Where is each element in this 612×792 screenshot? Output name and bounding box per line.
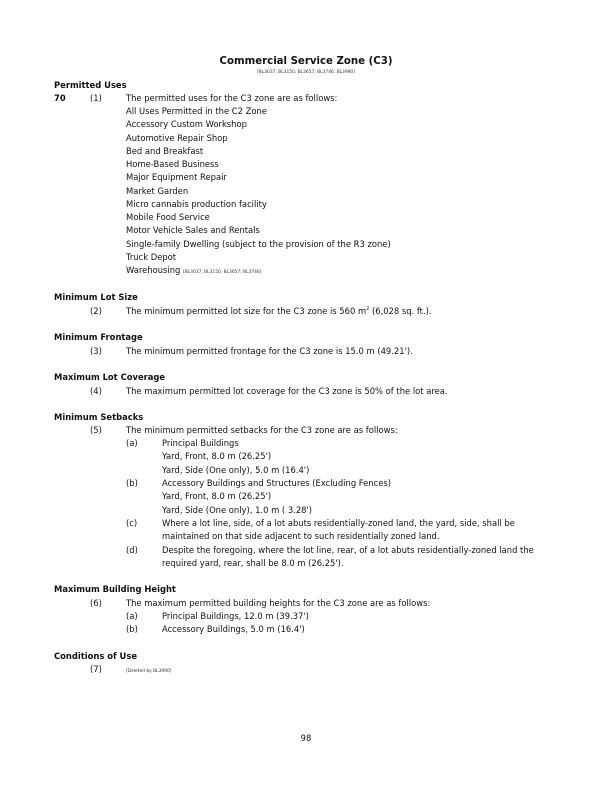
list-item: All Uses Permitted in the C2 Zone [126,106,267,116]
sub-clause-text: required yard, rear, shall be 8.0 m (26.25'). [162,558,344,568]
sub-clause-text: Despite the foregoing, where the lot line, rear, of a lot abuts residentially-zoned land the [162,545,534,555]
list-item-text: Warehousing [126,265,181,275]
list-item: Truck Depot [126,252,177,262]
min-lot-size-heading: Minimum Lot Size [54,292,138,302]
section-number: 70 [54,93,66,103]
min-setbacks-heading: Minimum Setbacks [54,412,144,422]
page-title: Commercial Service Zone (C3) [219,56,393,67]
title-amendments: [BL3037, BL3150, BL3657; BL3746, BL3990] [257,70,355,75]
list-item: Major Equipment Repair [126,172,227,182]
clause-number: (5) [90,425,102,435]
list-item: Market Garden [126,186,189,196]
list-item: Automotive Repair Shop [126,133,228,143]
superscript: 2 [366,306,370,313]
sub-clause-label: (a) [126,611,138,621]
permitted-uses-heading: Permitted Uses [54,80,127,90]
deleted-note: [Deleted by BL3990] [126,669,172,674]
sub-clause-label: (b) [126,478,138,488]
clause-text: The permitted uses for the C3 zone are as follows: [126,93,338,103]
page-number: 98 [300,733,312,743]
clause-number: (7) [90,664,102,674]
max-height-heading: Maximum Building Height [54,584,176,594]
sub-clause-text: Accessory Buildings, 5.0 m (16.4') [162,624,305,634]
clause-text: The maximum permitted lot coverage for the C3 zone is 50% of the lot area. [126,386,448,396]
sub-clause-label: (c) [126,518,138,528]
sub-clause-text: Principal Buildings [162,438,239,448]
amendment-note: [BL3037, BL3150, BL3657; BL3746] [183,270,262,275]
amendment-note [126,664,171,677]
list-item: Motor Vehicle Sales and Rentals [126,225,260,235]
sub-clause-text: Accessory Buildings and Structures (Excluding Fences) [162,478,392,488]
list-item: Accessory Custom Workshop [126,119,247,129]
sub-clause-label: (b) [126,624,138,634]
list-item [126,265,261,278]
clause-text [126,306,432,317]
sub-clause-text: Where a lot line, side, of a lot abuts residentially-zoned land, the yard, side, shall be [162,518,515,528]
clause-number: (4) [90,386,102,396]
list-item: Home-Based Business [126,159,219,169]
clause-text-rest: (6,028 sq. ft.). [369,306,432,316]
sub-clause-text: Principal Buildings, 12.0 m (39.37') [162,611,309,621]
list-item: Bed and Breakfast [126,146,204,156]
sub-clause-text: Yard, Front, 8.0 m (26.25') [162,451,272,461]
list-item: Single-family Dwelling (subject to the provision of the R3 zone) [126,239,391,249]
clause-text: The minimum permitted setbacks for the C3 zone are as follows: [126,425,398,435]
sub-clause-label: (a) [126,438,138,448]
clause-text: The maximum permitted building heights for the C3 zone are as follows: [126,598,431,608]
list-item: Mobile Food Service [126,212,210,222]
conditions-heading: Conditions of Use [54,651,137,661]
sub-clause-text: Yard, Front, 8.0 m (26.25') [162,491,272,501]
clause-number: (2) [90,306,102,316]
sub-clause-text: maintained on that side adjacent to such residentially zoned land. [162,531,440,541]
min-frontage-heading: Minimum Frontage [54,332,143,342]
max-coverage-heading: Maximum Lot Coverage [54,372,166,382]
clause-number: (1) [90,93,102,103]
sub-clause-text: Yard, Side (One only), 1.0 m ( 3.28') [162,505,313,515]
clause-text-main: The minimum permitted lot size for the C3 zone is 560 m [126,306,367,316]
clause-number: (3) [90,346,102,356]
sub-clause-label: (d) [126,545,138,555]
clause-number: (6) [90,598,102,608]
sub-clause-text: Yard, Side (One only), 5.0 m (16.4') [162,465,310,475]
clause-text: The minimum permitted frontage for the C3 zone is 15.0 m (49.21'). [126,346,413,356]
list-item: Micro cannabis production facility [126,199,267,209]
